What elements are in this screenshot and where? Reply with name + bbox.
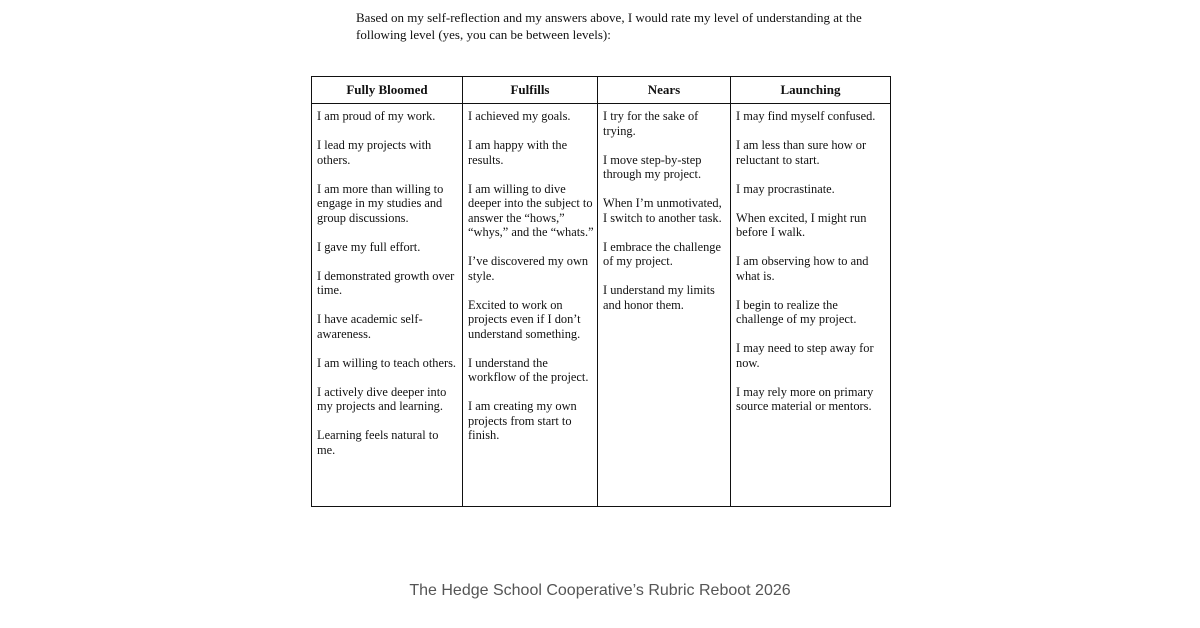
rubric-item: I understand the workflow of the project. [468, 355, 589, 384]
footer-caption: The Hedge School Cooperative’s Rubric Reboot 2026 [409, 582, 791, 599]
rubric-item: I am willing to teach others. [317, 355, 457, 370]
rubric-item: I am more than willing to engage in my studies and group discussions. [317, 181, 444, 225]
rubric-item: I am happy with the results. [468, 138, 568, 167]
rubric-item: I achieved my goals. [468, 109, 571, 123]
rubric-item: I am creating my own projects from start to finish. [468, 399, 577, 442]
rubric-item: When I’m unmotivated, I switch to another task. [603, 196, 722, 225]
header-fully-bloomed: Fully Bloomed [312, 77, 463, 104]
column-fully-bloomed [312, 104, 463, 507]
rubric-item: I embrace the challenge of my project. [603, 239, 721, 268]
rubric-item: When excited, I might run before I walk. [736, 210, 867, 239]
header-fulfills: Fulfills [463, 77, 598, 104]
rubric-item: I move step-by-step through my project. [603, 152, 702, 181]
rubric-item: I am less than sure how or reluctant to start. [736, 138, 867, 167]
rubric-item: I may find myself confused. [736, 109, 876, 123]
rubric-item: I may need to step away for now. [736, 341, 874, 370]
rubric-item: I have academic self-awareness. [317, 312, 423, 341]
rubric-item: I actively dive deeper into my projects and learning. [317, 384, 447, 413]
rubric-item: I try for the sake of trying. [603, 109, 699, 138]
rubric-item: Excited to work on projects even if I don’t understand something. [468, 297, 581, 341]
rubric-item: I am willing to dive deeper into the subject to answer the “hows,” “whys,” and the “whats.” [468, 181, 594, 239]
rubric-body-row [312, 104, 891, 507]
rubric-item: I begin to realize the challenge of my project. [736, 297, 857, 326]
rubric-table [311, 76, 891, 507]
column-fulfills [463, 104, 598, 507]
rubric-item: I demonstrated growth over time. [317, 268, 455, 297]
rubric-item: Learning feels natural to me. [317, 428, 439, 457]
rubric-item: I understand my limits and honor them. [603, 283, 715, 312]
rubric-item: I lead my projects with others. [317, 138, 432, 167]
header-launching: Launching [731, 77, 891, 104]
header-nears: Nears [598, 77, 731, 104]
rubric-item: I may rely more on primary source material or mentors. [736, 384, 874, 413]
rubric-item: I am proud of my work. [317, 109, 436, 123]
rubric-item: I gave my full effort. [317, 239, 421, 254]
rubric-header-row [312, 77, 891, 104]
rubric-item: I am observing how to and what is. [736, 254, 869, 283]
column-launching [731, 104, 891, 507]
rubric-item: I may procrastinate. [736, 181, 835, 196]
column-nears [598, 104, 731, 507]
rubric-item: I’ve discovered my own style. [468, 254, 589, 283]
intro-paragraph: Based on my self-reflection and my answers above, I would rate my level of understanding at the following level (yes, you can be between levels): [356, 10, 862, 42]
